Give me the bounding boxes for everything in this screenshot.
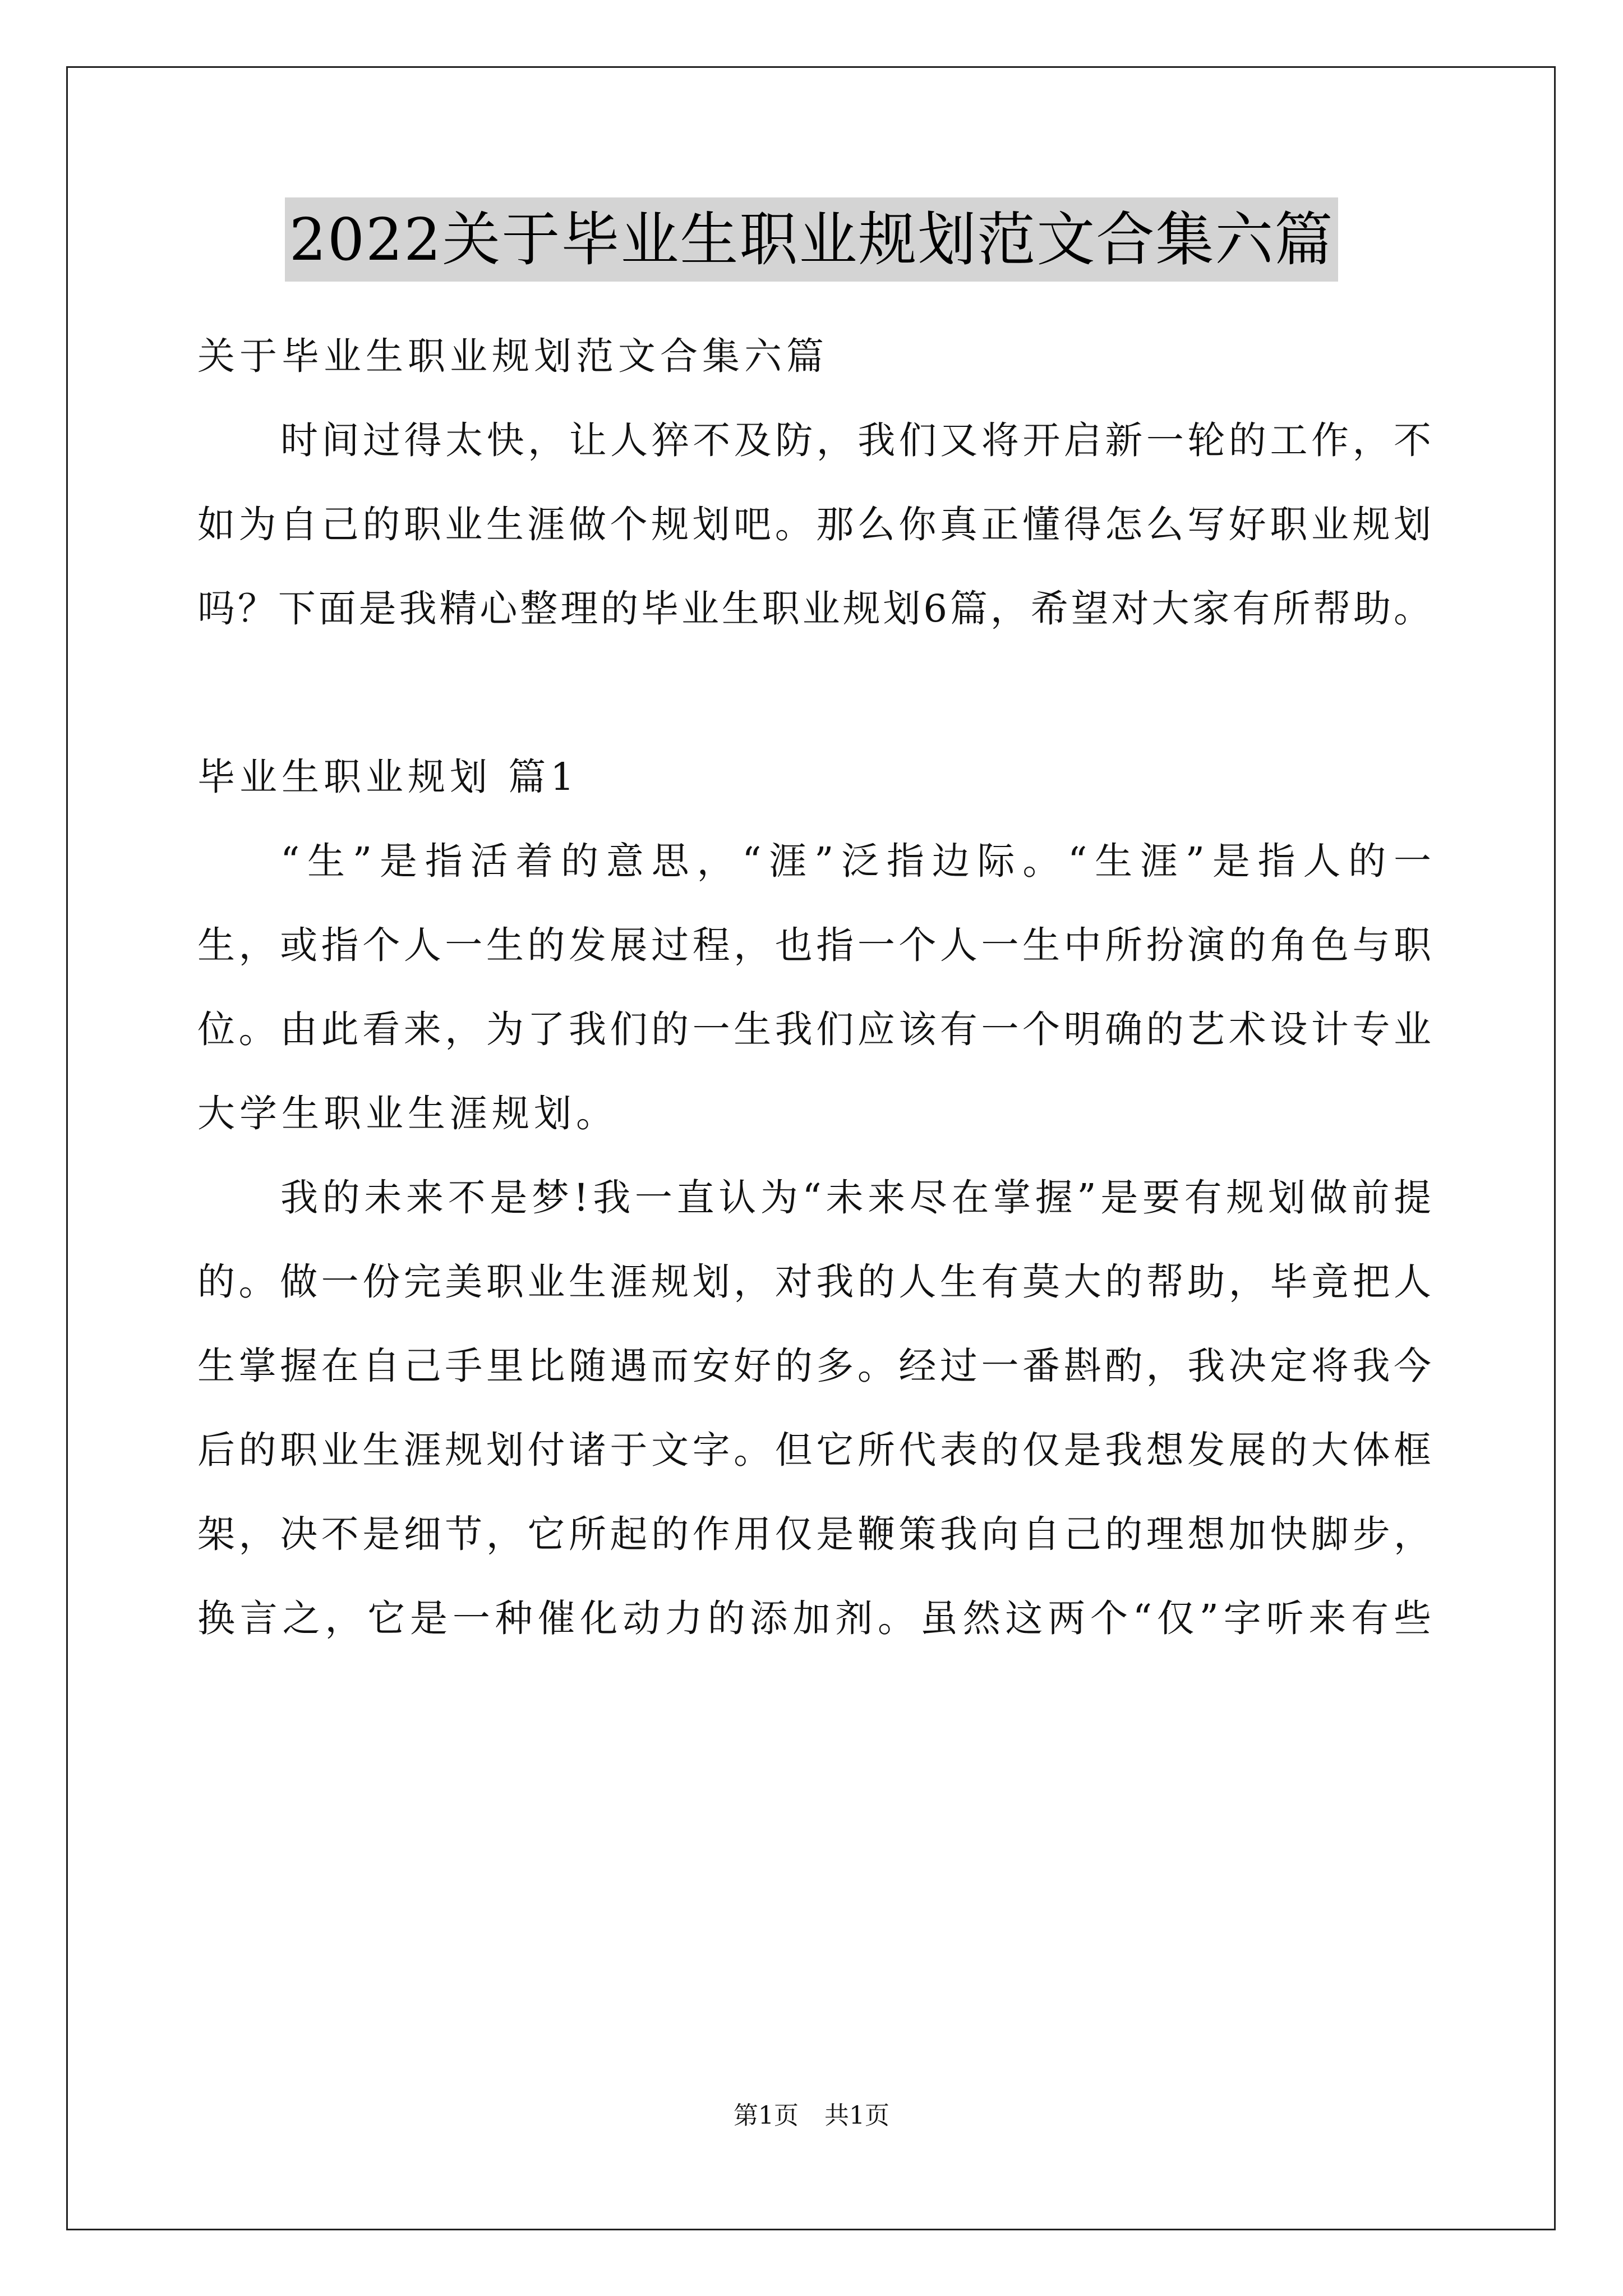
paragraph-line: 生，或指个人一生的发展过程，也指一个人一生中所扮演的角色与职 <box>197 923 1431 967</box>
paragraph-line: 时间过得太快，让人猝不及防，我们又将开启新一轮的工作，不 <box>280 418 1431 462</box>
paragraph-line: 吗？下面是我精心整理的毕业生职业规划6篇，希望对大家有所帮助。 <box>197 587 1431 631</box>
paragraph-line: 位。由此看来，为了我们的一生我们应该有一个明确的艺术设计专业 <box>197 1007 1431 1051</box>
paragraph-line: 换言之，它是一种催化动力的添加剂。虽然这两个“仅”字听来有些 <box>197 1596 1431 1640</box>
paragraph-line: 生掌握在自己手里比随遇而安好的多。经过一番斟酌，我决定将我今 <box>197 1344 1431 1388</box>
document-body <box>197 314 1431 1660</box>
paragraph-line: 后的职业生涯规划付诸于文字。但它所代表的仅是我想发展的大体框 <box>197 1428 1431 1472</box>
section-heading: 毕业生职业规划 篇1 <box>197 755 579 799</box>
paragraph-line: “生”是指活着的意思，“涯”泛指边际。“生涯”是指人的一 <box>280 839 1431 883</box>
paragraph-line: 架，决不是细节，它所起的作用仅是鞭策我向自己的理想加快脚步， <box>197 1512 1431 1556</box>
page-number: 第1页 <box>734 2101 799 2130</box>
paragraph-line: 的。做一份完美职业生涯规划，对我的人生有莫大的帮助，毕竟把人 <box>197 1260 1431 1304</box>
document-title: 2022关于毕业生职业规划范文合集六篇 <box>285 197 1339 282</box>
paragraph-line: 大学生职业生涯规划。 <box>197 1092 618 1135</box>
title-wrap <box>0 197 1623 282</box>
page-total: 共1页 <box>824 2101 889 2130</box>
subtitle-line: 关于毕业生职业规划范文合集六篇 <box>197 334 828 378</box>
paragraph-line: 我的未来不是梦!我一直认为“未来尽在掌握”是要有规划做前提 <box>280 1176 1431 1220</box>
page-footer <box>0 2099 1623 2133</box>
paragraph-line: 如为自己的职业生涯做个规划吧。那么你真正懂得怎么写好职业规划 <box>197 503 1431 546</box>
blank-line <box>197 651 1431 735</box>
